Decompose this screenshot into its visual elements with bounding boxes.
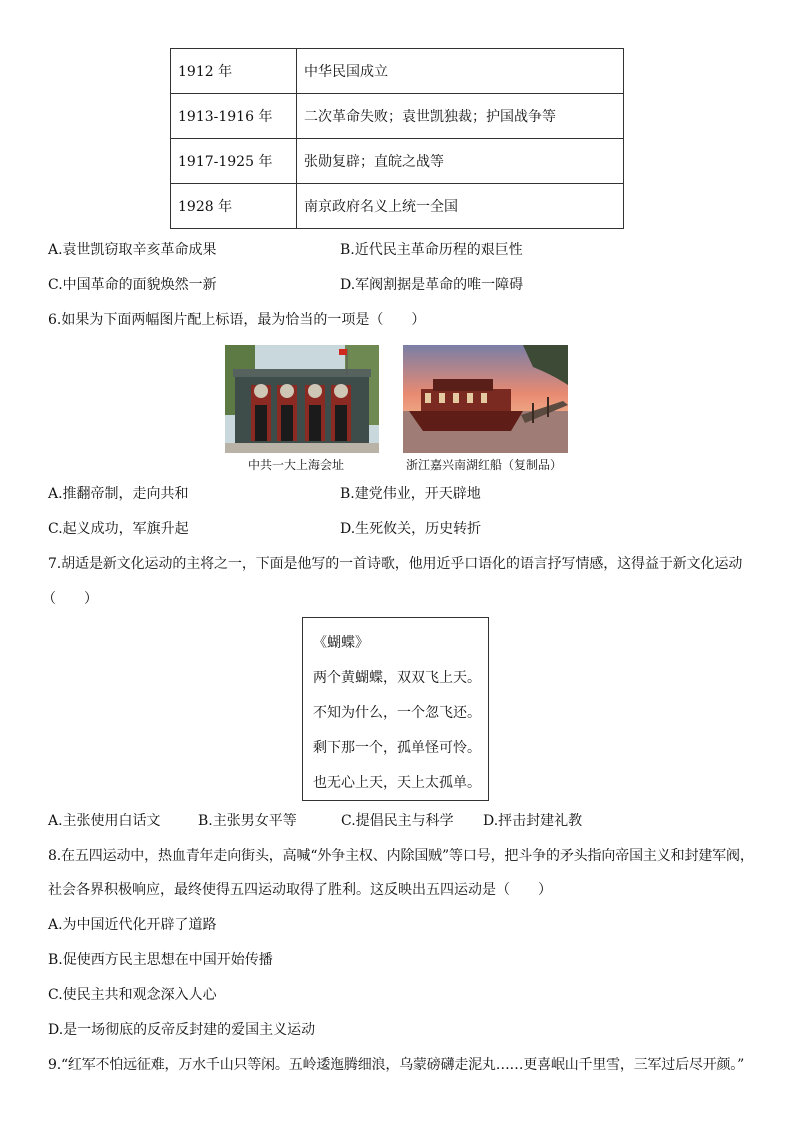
table-cell-event: 中华民国成立 <box>297 49 624 94</box>
q5-option-c: C.中国革命的面貌焕然一新 <box>48 277 217 293</box>
table-row <box>171 139 624 184</box>
q8-option-b: B.促使西方民主思想在中国开始传播 <box>48 952 273 968</box>
q6-option-d: D.生死攸关，历史转折 <box>340 521 482 537</box>
q5-option-d: D.军阀割据是革命的唯一障碍 <box>340 277 524 293</box>
poem-line: 剩下那一个，孤单怪可怜。 <box>313 740 481 756</box>
history-table <box>170 48 624 229</box>
q8-stem-line2: 社会各界积极响应，最终使得五四运动取得了胜利。这反映出五四运动是（ ） <box>48 882 552 898</box>
q7-answer-paren: （ ） <box>42 591 98 607</box>
red-boat-photo <box>403 345 568 453</box>
q5-option-b: B.近代民主革命历程的艰巨性 <box>340 242 523 258</box>
q7-option-a: A.主张使用白话文 <box>48 813 161 829</box>
table-cell-year: 1928 年 <box>171 184 297 229</box>
poem-line: 不知为什么，一个忽飞还。 <box>313 705 481 721</box>
q8-option-c: C.使民主共和观念深入人心 <box>48 987 217 1003</box>
photo-caption-boat: 浙江嘉兴南湖红船（复制品） <box>406 458 563 472</box>
q7-option-c: C.提倡民主与科学 <box>341 813 454 829</box>
table-cell-event: 南京政府名义上统一全国 <box>297 184 624 229</box>
q8-option-d: D.是一场彻底的反帝反封建的爱国主义运动 <box>48 1022 316 1038</box>
table-cell-event: 二次革命失败；袁世凯独裁；护国战争等 <box>297 94 624 139</box>
poem-box <box>302 617 489 801</box>
table-cell-year: 1912 年 <box>171 49 297 94</box>
q6-option-c: C.起义成功，军旗升起 <box>48 521 189 537</box>
table-cell-year: 1913-1916 年 <box>171 94 297 139</box>
table-row <box>171 184 624 229</box>
poem-title: 《蝴蝶》 <box>313 635 369 651</box>
table-row <box>171 49 624 94</box>
q8-stem-line1: 8.在五四运动中，热血青年走向街头，高喊“外争主权、内除国贼”等口号，把斗争的矛头指向帝国主义和封建军阀， <box>48 848 754 864</box>
q7-option-d: D.抨击封建礼教 <box>483 813 583 829</box>
q6-option-a: A.推翻帝制，走向共和 <box>48 486 189 502</box>
q6-option-b: B.建党伟业，开天辟地 <box>340 486 481 502</box>
poem-line: 两个黄蝴蝶，双双飞上天。 <box>313 670 481 686</box>
q7-option-b: B.主张男女平等 <box>198 813 297 829</box>
q7-stem: 7.胡适是新文化运动的主将之一，下面是他写的一首诗歌，他用近乎口语化的语言抒写情感，这得益于新文化运动 <box>48 556 743 572</box>
q8-option-a: A.为中国近代化开辟了道路 <box>48 917 217 933</box>
q9-stem: 9.“红军不怕远征难，万水千山只等闲。五岭逶迤腾细浪，乌蒙磅礴走泥丸……更喜岷山千里雪，三军过后尽开颜。” <box>48 1057 745 1073</box>
q6-stem: 6.如果为下面两幅图片配上标语，最为恰当的一项是（ ） <box>48 312 426 328</box>
table-cell-year: 1917-1925 年 <box>171 139 297 184</box>
photo-caption-shanghai: 中共一大上海会址 <box>248 458 345 472</box>
table-row <box>171 94 624 139</box>
table-cell-event: 张勋复辟；直皖之战等 <box>297 139 624 184</box>
poem-line: 也无心上天，天上太孤单。 <box>313 775 481 791</box>
q5-option-a: A.袁世凯窃取辛亥革命成果 <box>48 242 217 258</box>
shanghai-site-photo <box>225 345 379 453</box>
